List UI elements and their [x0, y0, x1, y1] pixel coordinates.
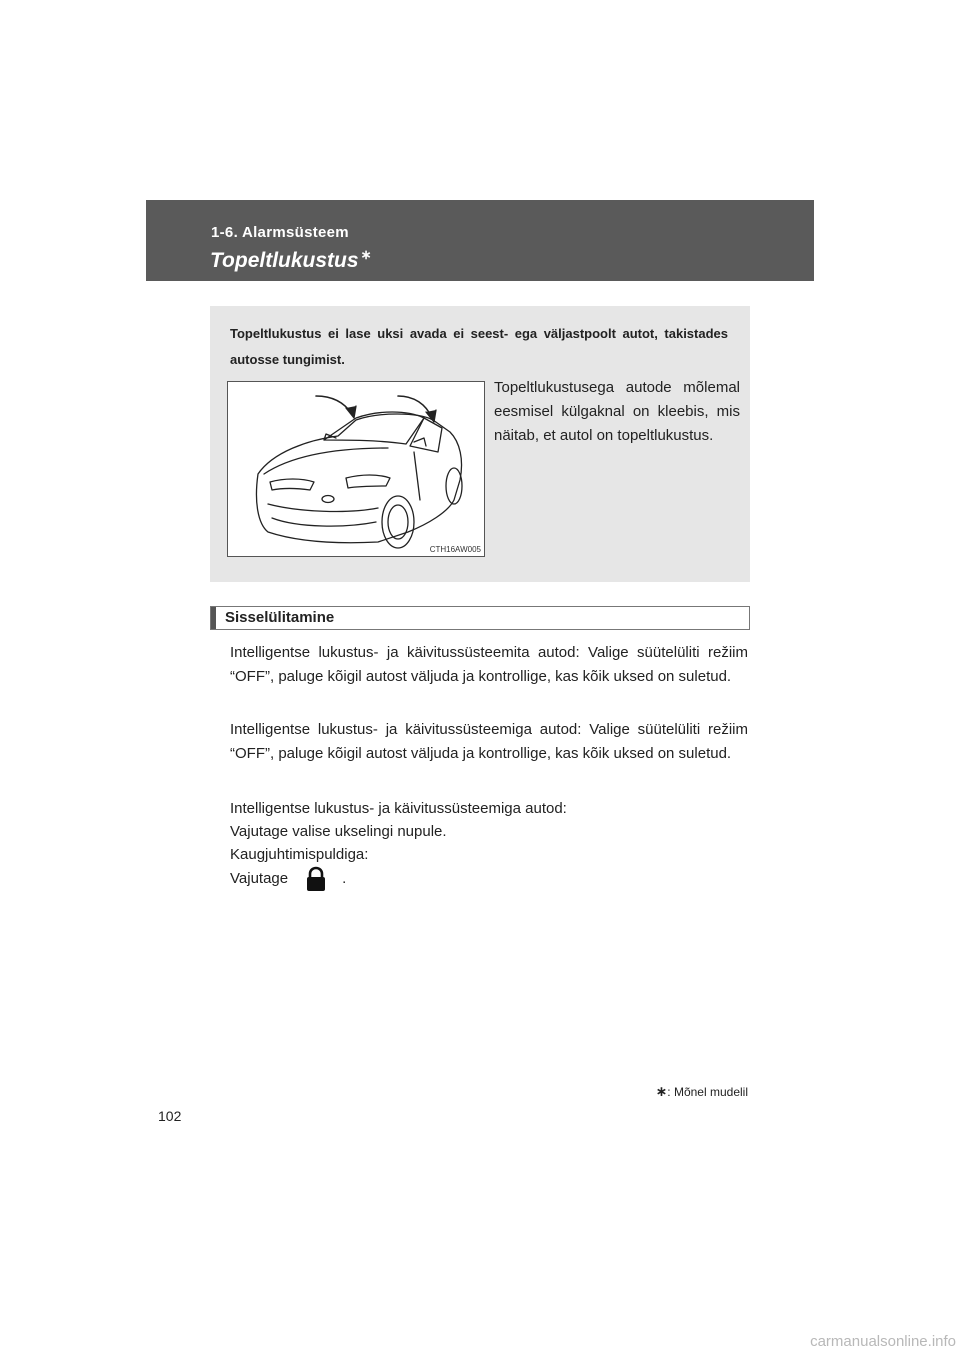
figure-caption: Topeltlukustusega autode mõlemal eesmisel külgaknal on kleebis, mis näitab, et autol on topeltlukustus. — [494, 379, 740, 444]
activation-line-1: Intelligentse lukustus- ja käivitussüsteemiga autod: — [230, 800, 567, 817]
footnote — [656, 1083, 748, 1100]
lock-icon — [304, 866, 328, 892]
activation-paragraph-1: Intelligentse lukustus- ja käivitussüsteemita autod: Valige süütelüliti režiim “OFF”, paluge kõigil autost väljuda ja kontrollige, kas kõik uksed on suletud. — [230, 644, 748, 685]
activation-line-4 — [230, 866, 346, 892]
activation-line-3: Kaugjuhtimispuldiga: — [230, 846, 369, 863]
car-illustration — [227, 381, 485, 557]
page-title — [210, 247, 371, 273]
title-footnote-marker: ∗ — [360, 247, 372, 262]
car-drawing — [228, 382, 484, 556]
page-number: 102 — [158, 1108, 182, 1124]
heading-bar — [211, 607, 216, 629]
intro-text: Topeltlukustus ei lase uksi avada ei seest- ega väljastpoolt autot, takistades autosse tungimist. — [230, 326, 728, 367]
watermark: carmanualsonline.info — [810, 1333, 956, 1350]
section-label: 1-6. Alarmsüsteem — [211, 224, 349, 241]
footnote-text: : Mõnel mudelil — [667, 1085, 748, 1099]
press-suffix: . — [342, 869, 347, 887]
activation-heading — [210, 606, 750, 630]
figure-code: CTH16AW005 — [429, 545, 481, 554]
press-label: Vajutage — [230, 869, 289, 887]
activation-heading-label: Sisselülitamine — [225, 609, 335, 626]
footnote-marker: ∗ — [655, 1083, 668, 1099]
intro-box — [210, 306, 750, 582]
chapter-header — [146, 200, 814, 281]
activation-paragraph-2: Intelligentse lukustus- ja käivitussüsteemiga autod: Valige süütelüliti režiim “OFF”, paluge kõigil autost väljuda ja kontrollige, kas kõik uksed on suletud. — [230, 721, 748, 762]
activation-line-2: Vajutage valise ukselingi nupule. — [230, 823, 447, 840]
page-title-text: Topeltlukustus — [210, 249, 359, 272]
